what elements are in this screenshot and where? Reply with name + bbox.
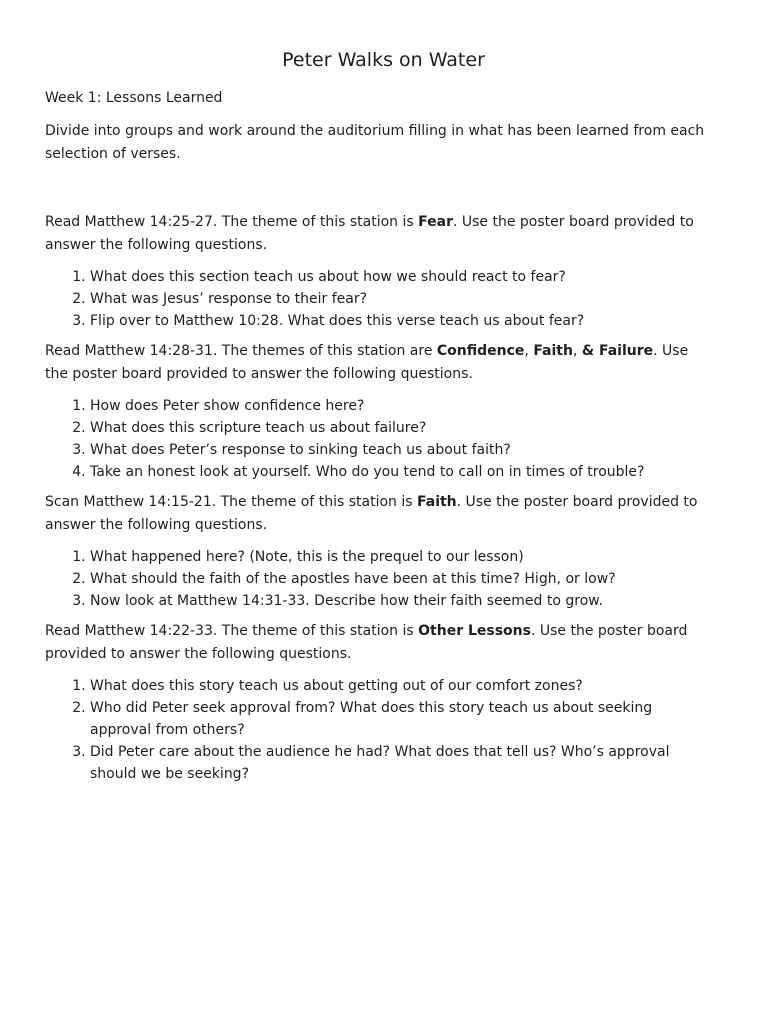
list-item: 2. What does this scripture teach us about failure?: [90, 417, 708, 439]
intro-paragraph: Divide into groups and work around the auditorium filling in what has been learned from each selection of verses.: [45, 123, 705, 162]
list-item: 1. What happened here? (Note, this is the prequel to our lesson): [90, 546, 708, 568]
station-2-theme-failure: & Failure: [581, 343, 654, 359]
station-2-theme-confidence: Confidence: [436, 343, 525, 359]
station-3-questions: [45, 546, 708, 612]
list-item: 4. Take an honest look at yourself. Who do you tend to call on in times of trouble?: [90, 461, 708, 483]
list-item: 3. Now look at Matthew 14:31-33. Describe how their faith seemed to grow.: [90, 590, 708, 612]
list-item: 3. Flip over to Matthew 10:28. What does this verse teach us about fear?: [90, 310, 708, 332]
page-subtitle: Week 1: Lessons Learned: [45, 90, 223, 106]
page-title: Peter Walks on Water: [282, 49, 485, 71]
station-4-theme: Other Lessons: [418, 623, 531, 639]
list-item: 1. What does this story teach us about getting out of our comfort zones?: [90, 675, 708, 697]
station-2-theme-faith: Faith: [533, 343, 573, 359]
station-3-instructions: Scan Matthew 14:15-21. The theme of this station is Faith. Use the poster board provided to answer the following questions.: [45, 494, 698, 533]
station-4-instructions: Read Matthew 14:22-33. The theme of this station is Other Lessons. Use the poster board provided to answer the following questions.: [45, 623, 688, 662]
station-2-instructions: Read Matthew 14:28-31. The themes of this station are Confidence, Faith, & Failure. Use the poster board provided to answer the following questions.: [45, 343, 689, 382]
list-item: 1. How does Peter show confidence here?: [90, 395, 708, 417]
list-item: 3. What does Peter’s response to sinking teach us about faith?: [90, 439, 708, 461]
station-1-instructions: Read Matthew 14:25-27. The theme of this station is Fear. Use the poster board provided to answer the following questions.: [45, 214, 694, 253]
station-3-theme: Faith: [417, 494, 457, 510]
list-item: 2. What should the faith of the apostles have been at this time? High, or low?: [90, 568, 708, 590]
list-item: 3. Did Peter care about the audience he had? What does that tell us? Who’s approval should we be seeking?: [90, 741, 708, 785]
station-1-questions: [45, 266, 708, 332]
list-item: 1. What does this section teach us about how we should react to fear?: [90, 266, 708, 288]
station-2-questions: [45, 395, 708, 483]
list-item: 2. What was Jesus’ response to their fear?: [90, 288, 708, 310]
list-item: 2. Who did Peter seek approval from? What does this story teach us about seeking approval from others?: [90, 697, 708, 741]
station-1-theme: Fear: [418, 214, 453, 230]
station-4-questions: [45, 675, 708, 785]
